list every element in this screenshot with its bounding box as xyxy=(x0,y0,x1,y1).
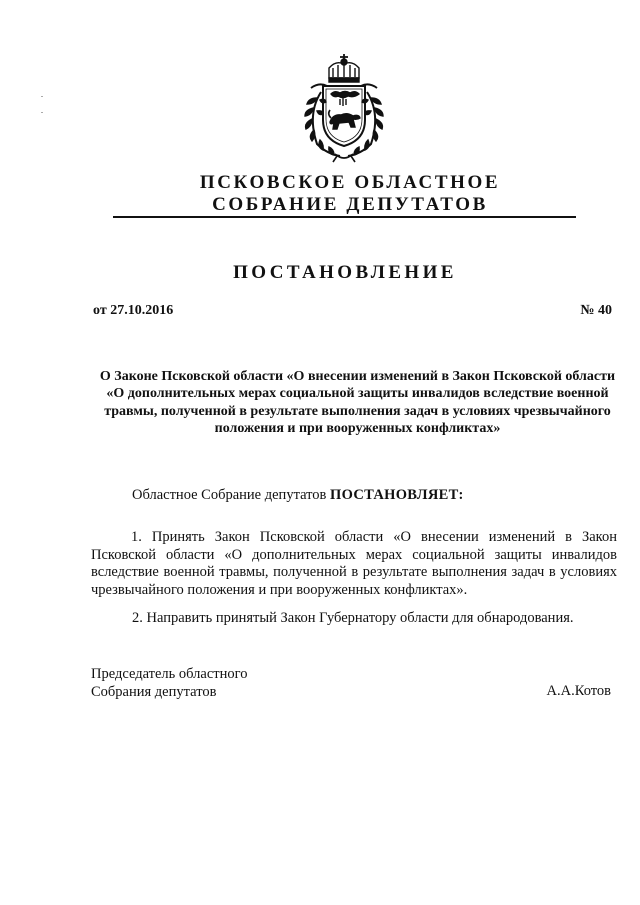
scan-speck xyxy=(41,96,43,97)
organization-name-line2: СОБРАНИЕ ДЕПУТАТОВ xyxy=(212,194,488,215)
document-number: № 40 xyxy=(580,303,612,318)
preamble-text: Областное Собрание депутатов xyxy=(132,487,327,503)
signatory-position-line2: Собрания депутатов xyxy=(91,683,217,700)
pskov-coat-of-arms-icon xyxy=(293,48,395,164)
document-title: ПОСТАНОВЛЕНИЕ xyxy=(233,262,457,283)
signatory-name: А.А.Котов xyxy=(546,683,611,699)
document-date: от 27.10.2016 xyxy=(93,303,174,318)
preamble-verb: ПОСТАНОВЛЯЕТ: xyxy=(330,487,464,503)
document-subject: О Законе Псковской области «О внесении изменений в Закон Псковской области «О дополнительных мерах социальной защиты инвалидов вследствие военной травмы, полученной в результате выполнения задач в условиях чрезвычайного положения и при вооруженных конфликтах» xyxy=(99,369,616,436)
scan-speck xyxy=(41,112,43,113)
signatory-position xyxy=(91,666,247,701)
organization-name-line1: ПСКОВСКОЕ ОБЛАСТНОЕ xyxy=(199,172,501,193)
preamble xyxy=(132,487,464,504)
header-divider xyxy=(113,216,576,218)
resolution-item-1: 1. Принять Закон Псковской области «О внесении изменений в Закон Псковской области «О дополнительных мерах социальной защиты инвалидов вследствие военной травмы, полученной в результате выполнения задач в условиях чрезвычайного положения и при вооруженных конфликтах». xyxy=(91,529,617,598)
signatory-position-line1: Председатель областного xyxy=(91,666,248,682)
resolution-item-2: 2. Направить принятый Закон Губернатору области для обнародования. xyxy=(132,610,574,626)
